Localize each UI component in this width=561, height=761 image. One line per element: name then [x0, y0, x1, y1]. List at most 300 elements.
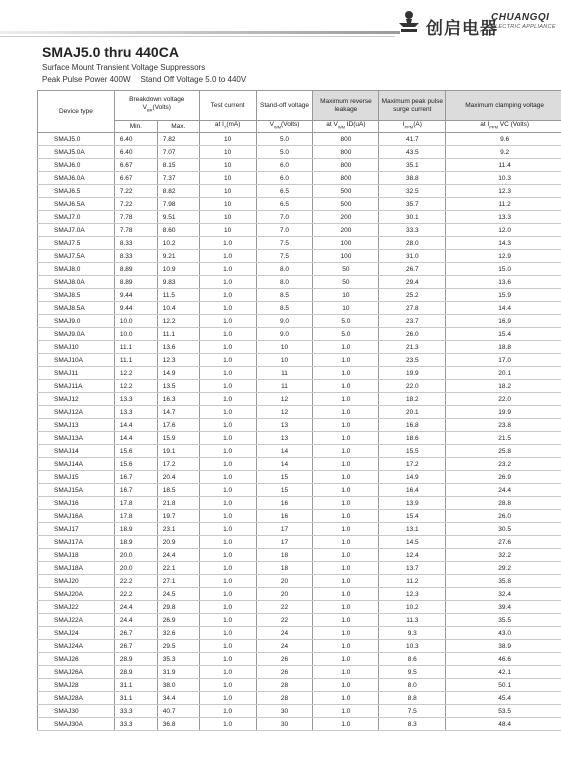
device-type-cell: SMAJ26 [38, 653, 115, 666]
standoff-cell: 6.5 [256, 185, 313, 198]
standoff-cell: 11 [256, 380, 313, 393]
test-current-cell: 10 [199, 198, 256, 211]
page-title: SMAJ5.0 thru 440CA [42, 44, 179, 60]
breakdown-min-cell: 16.7 [114, 484, 157, 497]
table-row [38, 367, 561, 380]
test-current-cell: 1.0 [199, 718, 256, 731]
breakdown-min-cell: 13.3 [114, 406, 157, 419]
table-row [38, 497, 561, 510]
leakage-cell: 1.0 [313, 341, 379, 354]
leakage-cell: 1.0 [313, 406, 379, 419]
breakdown-max-cell: 29.8 [157, 601, 199, 614]
device-type-cell: SMAJ8.5A [38, 302, 115, 315]
peak-current-cell: 43.5 [379, 146, 446, 159]
peak-current-cell: 14.5 [379, 536, 446, 549]
table-row [38, 172, 561, 185]
breakdown-max-cell: 24.4 [157, 549, 199, 562]
clamp-voltage-cell: 12.3 [446, 185, 561, 198]
table-row [38, 484, 561, 497]
table-row [38, 341, 561, 354]
breakdown-max-cell: 18.5 [157, 484, 199, 497]
table-row [38, 575, 561, 588]
test-current-cell: 1.0 [199, 575, 256, 588]
peak-current-cell: 16.8 [379, 419, 446, 432]
test-current-cell: 1.0 [199, 458, 256, 471]
clamp-voltage-cell: 29.2 [446, 562, 561, 575]
breakdown-max-cell: 11.5 [157, 289, 199, 302]
standoff-cell: 7.5 [256, 250, 313, 263]
leakage-cell: 800 [313, 172, 379, 185]
brand-name-en: CHUANGQI [491, 12, 550, 23]
peak-current-cell: 26.0 [379, 328, 446, 341]
breakdown-max-cell: 36.8 [157, 718, 199, 731]
standoff-cell: 16 [256, 510, 313, 523]
test-current-cell: 1.0 [199, 692, 256, 705]
clamp-voltage-cell: 11.4 [446, 159, 561, 172]
leakage-cell: 1.0 [313, 601, 379, 614]
col-min: Min. [114, 121, 157, 133]
leakage-cell: 1.0 [313, 354, 379, 367]
table-row [38, 666, 561, 679]
breakdown-min-cell: 24.4 [114, 614, 157, 627]
standoff-cell: 22 [256, 601, 313, 614]
test-current-cell: 1.0 [199, 432, 256, 445]
peak-current-cell: 7.5 [379, 705, 446, 718]
leakage-cell: 100 [313, 250, 379, 263]
clamp-voltage-cell: 27.6 [446, 536, 561, 549]
leakage-cell: 50 [313, 263, 379, 276]
table-row [38, 185, 561, 198]
table-row [38, 536, 561, 549]
test-current-cell: 1.0 [199, 640, 256, 653]
breakdown-max-cell: 7.37 [157, 172, 199, 185]
leakage-cell: 10 [313, 302, 379, 315]
peak-current-cell: 21.3 [379, 341, 446, 354]
leakage-cell: 500 [313, 185, 379, 198]
clamp-voltage-cell: 17.0 [446, 354, 561, 367]
leakage-cell: 1.0 [313, 588, 379, 601]
leakage-cell: 5.0 [313, 328, 379, 341]
standoff-cell: 5.0 [256, 146, 313, 159]
table-row [38, 198, 561, 211]
table-row [38, 432, 561, 445]
device-type-cell: SMAJ30 [38, 705, 115, 718]
breakdown-min-cell: 6.40 [114, 146, 157, 159]
leakage-cell: 1.0 [313, 497, 379, 510]
clamp-voltage-cell: 46.6 [446, 653, 561, 666]
breakdown-min-cell: 13.3 [114, 393, 157, 406]
table-row [38, 679, 561, 692]
peak-current-cell: 19.9 [379, 367, 446, 380]
test-current-cell: 1.0 [199, 328, 256, 341]
device-type-cell: SMAJ7.0 [38, 211, 115, 224]
device-type-cell: SMAJ14 [38, 445, 115, 458]
breakdown-min-cell: 11.1 [114, 354, 157, 367]
device-type-cell: SMAJ26A [38, 666, 115, 679]
peak-current-cell: 22.0 [379, 380, 446, 393]
test-current-cell: 1.0 [199, 341, 256, 354]
test-current-cell: 1.0 [199, 536, 256, 549]
breakdown-max-cell: 32.6 [157, 627, 199, 640]
breakdown-min-cell: 6.67 [114, 172, 157, 185]
breakdown-max-cell: 7.82 [157, 133, 199, 146]
breakdown-max-cell: 10.9 [157, 263, 199, 276]
standoff-cell: 12 [256, 393, 313, 406]
peak-current-cell: 8.8 [379, 692, 446, 705]
breakdown-max-cell: 29.5 [157, 640, 199, 653]
device-type-cell: SMAJ9.0 [38, 315, 115, 328]
table-row [38, 653, 561, 666]
peak-current-cell: 23.7 [379, 315, 446, 328]
test-current-cell: 1.0 [199, 419, 256, 432]
unit-clamp: at $I_{PPM}$ VC (Volts) [446, 121, 561, 133]
clamp-voltage-cell: 22.0 [446, 393, 561, 406]
leakage-cell: 800 [313, 159, 379, 172]
peak-current-cell: 33.3 [379, 224, 446, 237]
standoff-cell: 20 [256, 575, 313, 588]
breakdown-max-cell: 22.1 [157, 562, 199, 575]
standoff-cell: 26 [256, 653, 313, 666]
brand-subtitle: ELECTRIC APPLIANCE [491, 24, 556, 30]
peak-current-cell: 10.3 [379, 640, 446, 653]
clamp-voltage-cell: 21.5 [446, 432, 561, 445]
test-current-cell: 1.0 [199, 302, 256, 315]
table-row [38, 211, 561, 224]
peak-current-cell: 18.6 [379, 432, 446, 445]
standoff-cell: 11 [256, 367, 313, 380]
col-standoff: Stand-off voltage [256, 91, 313, 121]
peak-current-cell: 13.1 [379, 523, 446, 536]
test-current-cell: 1.0 [199, 510, 256, 523]
leakage-cell: 1.0 [313, 640, 379, 653]
breakdown-max-cell: 8.15 [157, 159, 199, 172]
table-row [38, 380, 561, 393]
clamp-voltage-cell: 26.9 [446, 471, 561, 484]
breakdown-min-cell: 6.40 [114, 133, 157, 146]
leakage-cell: 1.0 [313, 432, 379, 445]
standoff-cell: 18 [256, 549, 313, 562]
breakdown-min-cell: 22.2 [114, 588, 157, 601]
table-row [38, 276, 561, 289]
breakdown-min-cell: 8.89 [114, 263, 157, 276]
peak-current-cell: 35.7 [379, 198, 446, 211]
standoff-cell: 5.0 [256, 133, 313, 146]
breakdown-min-cell: 14.4 [114, 419, 157, 432]
standoff-cell: 6.0 [256, 172, 313, 185]
device-type-cell: SMAJ9.0A [38, 328, 115, 341]
test-current-cell: 1.0 [199, 614, 256, 627]
test-current-cell: 1.0 [199, 471, 256, 484]
breakdown-min-cell: 24.4 [114, 601, 157, 614]
leakage-cell: 1.0 [313, 549, 379, 562]
leakage-cell: 1.0 [313, 484, 379, 497]
test-current-cell: 10 [199, 133, 256, 146]
device-type-cell: SMAJ12 [38, 393, 115, 406]
test-current-cell: 1.0 [199, 367, 256, 380]
peak-current-cell: 32.5 [379, 185, 446, 198]
clamp-voltage-cell: 12.0 [446, 224, 561, 237]
breakdown-min-cell: 8.89 [114, 276, 157, 289]
unit-standoff: $V_{WM}(Volts)$ [256, 121, 313, 133]
standoff-cell: 24 [256, 627, 313, 640]
leakage-cell: 5.0 [313, 315, 379, 328]
table-row [38, 640, 561, 653]
test-current-cell: 1.0 [199, 666, 256, 679]
device-type-cell: SMAJ7.5 [38, 237, 115, 250]
test-current-cell: 1.0 [199, 562, 256, 575]
standoff-cell: 7.0 [256, 211, 313, 224]
peak-current-cell: 41.7 [379, 133, 446, 146]
standoff-cell: 6.5 [256, 198, 313, 211]
clamp-voltage-cell: 14.3 [446, 237, 561, 250]
clamp-voltage-cell: 25.8 [446, 445, 561, 458]
device-type-cell: SMAJ14A [38, 458, 115, 471]
clamp-voltage-cell: 20.1 [446, 367, 561, 380]
table-row [38, 406, 561, 419]
standoff-cell: 9.0 [256, 328, 313, 341]
breakdown-min-cell: 7.78 [114, 211, 157, 224]
device-type-cell: SMAJ13A [38, 432, 115, 445]
test-current-cell: 1.0 [199, 289, 256, 302]
device-type-cell: SMAJ16A [38, 510, 115, 523]
clamp-voltage-cell: 28.8 [446, 497, 561, 510]
standoff-cell: 8.5 [256, 289, 313, 302]
col-device-type: Device type [38, 91, 115, 133]
breakdown-min-cell: 20.0 [114, 562, 157, 575]
clamp-voltage-cell: 15.4 [446, 328, 561, 341]
device-type-cell: SMAJ6.0A [38, 172, 115, 185]
table-row [38, 250, 561, 263]
standoff-cell: 24 [256, 640, 313, 653]
breakdown-min-cell: 33.3 [114, 718, 157, 731]
device-type-cell: SMAJ20A [38, 588, 115, 601]
leakage-cell: 1.0 [313, 666, 379, 679]
table-row [38, 146, 561, 159]
clamp-voltage-cell: 35.8 [446, 575, 561, 588]
header-rule-thin [0, 36, 395, 37]
test-current-cell: 1.0 [199, 354, 256, 367]
standoff-cell: 26 [256, 666, 313, 679]
clamp-voltage-cell: 30.5 [446, 523, 561, 536]
test-current-cell: 10 [199, 185, 256, 198]
standoff-cell: 14 [256, 458, 313, 471]
device-type-cell: SMAJ16 [38, 497, 115, 510]
clamp-voltage-cell: 12.9 [446, 250, 561, 263]
peak-current-cell: 18.2 [379, 393, 446, 406]
table-row [38, 133, 561, 146]
breakdown-min-cell: 17.8 [114, 510, 157, 523]
breakdown-min-cell: 12.2 [114, 380, 157, 393]
table-row [38, 419, 561, 432]
leakage-cell: 1.0 [313, 380, 379, 393]
table-row [38, 510, 561, 523]
breakdown-max-cell: 34.4 [157, 692, 199, 705]
test-current-cell: 10 [199, 146, 256, 159]
peak-current-cell: 35.1 [379, 159, 446, 172]
table-row [38, 393, 561, 406]
peak-current-cell: 11.3 [379, 614, 446, 627]
breakdown-min-cell: 7.22 [114, 198, 157, 211]
breakdown-min-cell: 16.7 [114, 471, 157, 484]
peak-current-cell: 17.2 [379, 458, 446, 471]
device-type-cell: SMAJ6.0 [38, 159, 115, 172]
breakdown-max-cell: 31.9 [157, 666, 199, 679]
peak-current-cell: 15.4 [379, 510, 446, 523]
peak-current-cell: 28.0 [379, 237, 446, 250]
device-type-cell: SMAJ17A [38, 536, 115, 549]
col-leakage: Maximum reverse leakage [313, 91, 379, 121]
device-type-cell: SMAJ13 [38, 419, 115, 432]
standoff-cell: 22 [256, 614, 313, 627]
leakage-cell: 1.0 [313, 614, 379, 627]
breakdown-min-cell: 26.7 [114, 640, 157, 653]
breakdown-max-cell: 38.0 [157, 679, 199, 692]
standoff-cell: 16 [256, 497, 313, 510]
breakdown-max-cell: 27.1 [157, 575, 199, 588]
standoff-cell: 17 [256, 523, 313, 536]
test-current-cell: 1.0 [199, 549, 256, 562]
clamp-voltage-cell: 35.5 [446, 614, 561, 627]
clamp-voltage-cell: 10.3 [446, 172, 561, 185]
clamp-voltage-cell: 14.4 [446, 302, 561, 315]
peak-current-cell: 23.5 [379, 354, 446, 367]
device-type-cell: SMAJ8.0 [38, 263, 115, 276]
peak-current-cell: 29.4 [379, 276, 446, 289]
leakage-cell: 10 [313, 289, 379, 302]
breakdown-max-cell: 7.07 [157, 146, 199, 159]
table-row [38, 315, 561, 328]
peak-current-cell: 13.9 [379, 497, 446, 510]
leakage-cell: 1.0 [313, 510, 379, 523]
test-current-cell: 1.0 [199, 497, 256, 510]
device-type-cell: SMAJ15 [38, 471, 115, 484]
breakdown-sym: V [142, 104, 147, 112]
device-type-cell: SMAJ22A [38, 614, 115, 627]
test-current-cell: 1.0 [199, 627, 256, 640]
leakage-cell: 1.0 [313, 367, 379, 380]
device-type-cell: SMAJ22 [38, 601, 115, 614]
leakage-cell: 1.0 [313, 536, 379, 549]
device-type-cell: SMAJ7.0A [38, 224, 115, 237]
clamp-voltage-cell: 9.2 [446, 146, 561, 159]
clamp-voltage-cell: 15.9 [446, 289, 561, 302]
peak-current-cell: 8.0 [379, 679, 446, 692]
table-row [38, 471, 561, 484]
table-row [38, 224, 561, 237]
peak-current-cell: 26.7 [379, 263, 446, 276]
test-current-cell: 1.0 [199, 523, 256, 536]
unit-peak: $I_{PPM}(A)$ [379, 121, 446, 133]
breakdown-max-cell: 9.21 [157, 250, 199, 263]
clamp-voltage-cell: 24.4 [446, 484, 561, 497]
test-current-cell: 10 [199, 211, 256, 224]
table-row [38, 237, 561, 250]
breakdown-max-cell: 35.3 [157, 653, 199, 666]
leakage-cell: 1.0 [313, 523, 379, 536]
leakage-cell: 200 [313, 211, 379, 224]
test-current-cell: 1.0 [199, 588, 256, 601]
spec-table [37, 90, 561, 731]
device-type-cell: SMAJ11A [38, 380, 115, 393]
clamp-voltage-cell: 18.2 [446, 380, 561, 393]
standoff-cell: 18 [256, 562, 313, 575]
breakdown-max-cell: 10.2 [157, 237, 199, 250]
breakdown-max-cell: 13.6 [157, 341, 199, 354]
peak-current-cell: 10.2 [379, 601, 446, 614]
test-current-cell: 1.0 [199, 601, 256, 614]
clamp-voltage-cell: 23.8 [446, 419, 561, 432]
device-type-cell: SMAJ8.0A [38, 276, 115, 289]
device-type-cell: SMAJ12A [38, 406, 115, 419]
breakdown-max-cell: 12.3 [157, 354, 199, 367]
breakdown-max-cell: 20.4 [157, 471, 199, 484]
col-max: Max. [157, 121, 199, 133]
clamp-voltage-cell: 13.3 [446, 211, 561, 224]
col-peak-pulse: Maximum peak pulse surge current [379, 91, 446, 121]
standoff-cell: 28 [256, 679, 313, 692]
leakage-cell: 1.0 [313, 471, 379, 484]
leakage-cell: 1.0 [313, 458, 379, 471]
breakdown-min-cell: 10.0 [114, 315, 157, 328]
device-type-cell: SMAJ17 [38, 523, 115, 536]
standoff-cell: 8.0 [256, 263, 313, 276]
breakdown-max-cell: 40.7 [157, 705, 199, 718]
col-clamping: Maximum clamping voltage [446, 91, 561, 121]
company-logo-icon [397, 10, 421, 36]
peak-current-cell: 30.1 [379, 211, 446, 224]
leakage-cell: 50 [313, 276, 379, 289]
leakage-cell: 800 [313, 133, 379, 146]
col-test-current: Test current [199, 91, 256, 121]
peak-current-cell: 16.4 [379, 484, 446, 497]
breakdown-min-cell: 26.7 [114, 627, 157, 640]
breakdown-max-cell: 12.2 [157, 315, 199, 328]
peak-current-cell: 11.2 [379, 575, 446, 588]
table-row [38, 328, 561, 341]
breakdown-min-cell: 15.6 [114, 458, 157, 471]
device-type-cell: SMAJ28A [38, 692, 115, 705]
standoff-cell: 10 [256, 354, 313, 367]
breakdown-max-cell: 17.6 [157, 419, 199, 432]
breakdown-max-cell: 16.3 [157, 393, 199, 406]
peak-current-cell: 20.1 [379, 406, 446, 419]
page-subtitle: Surface Mount Transient Voltage Suppressors [42, 63, 206, 72]
col-breakdown [114, 91, 199, 121]
device-type-cell: SMAJ6.5A [38, 198, 115, 211]
standoff-cell: 17 [256, 536, 313, 549]
table-row [38, 627, 561, 640]
standoff-spec: Stand Off Voltage 5.0 to 440V [140, 75, 247, 84]
table-row [38, 588, 561, 601]
standoff-cell: 7.5 [256, 237, 313, 250]
test-current-cell: 1.0 [199, 250, 256, 263]
breakdown-min-cell: 31.1 [114, 679, 157, 692]
device-type-cell: SMAJ6.5 [38, 185, 115, 198]
breakdown-max-cell: 20.9 [157, 536, 199, 549]
leakage-cell: 1.0 [313, 705, 379, 718]
standoff-cell: 15 [256, 471, 313, 484]
breakdown-min-cell: 6.67 [114, 159, 157, 172]
device-type-cell: SMAJ15A [38, 484, 115, 497]
header-rule [0, 31, 400, 34]
test-current-cell: 10 [199, 159, 256, 172]
breakdown-max-cell: 19.7 [157, 510, 199, 523]
clamp-voltage-cell: 42.1 [446, 666, 561, 679]
test-current-cell: 1.0 [199, 679, 256, 692]
breakdown-max-cell: 21.8 [157, 497, 199, 510]
breakdown-max-cell: 26.9 [157, 614, 199, 627]
test-current-cell: 1.0 [199, 705, 256, 718]
